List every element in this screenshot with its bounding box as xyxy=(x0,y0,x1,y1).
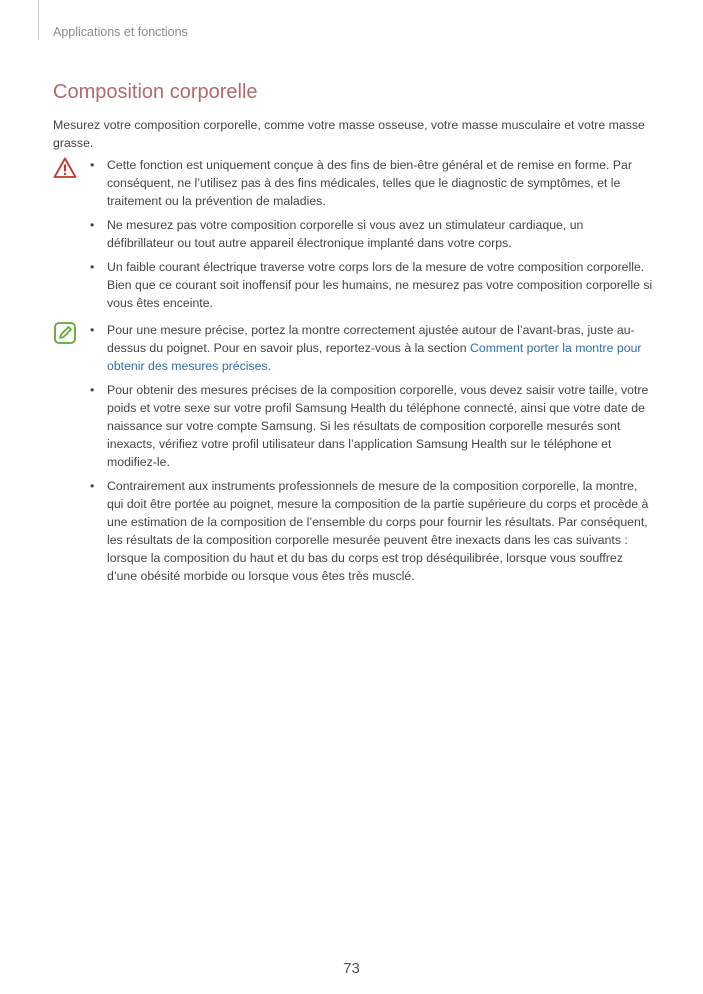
notes-block xyxy=(53,321,653,591)
intro-paragraph: Mesurez votre composition corporelle, comme votre masse osseuse, votre masse musculaire et votre masse grasse. xyxy=(53,118,645,150)
note-item: • Contrairement aux instruments professionnels de mesure de la composition corporelle, la montre, qui doit être portée au poignet, mesure la composition de la partie supérieure du corps et procède à une estimation de la composition de l’ensemble du corps pour fournir les résultats. Par conséquent, les résultats de la composition corporelle mesurée peuvent être inexacts dans les cas suivants : lorsque la composition du haut et du bas du corps est trop déséquilibrée, lorsque vous souffrez d’une obésité morbide ou lorsque vous êtes très musclé. xyxy=(107,477,653,585)
caution-item: • Cette fonction est uniquement conçue à des fins de bien-être général et de remise en forme. Par conséquent, ne l’utilisez pas à des fins médicales, telles que le diagnostic de symptômes, et le traitement ou la prévention de maladies. xyxy=(107,156,653,210)
section-header: Applications et fonctions xyxy=(53,25,188,39)
caution-block xyxy=(53,156,653,318)
note-item xyxy=(107,321,653,375)
page-number: 73 xyxy=(343,960,360,977)
note-item: • Pour obtenir des mesures précises de la composition corporelle, vous devez saisir votre taille, votre poids et votre sexe sur votre profil Samsung Health du téléphone connecté, ainsi que votre date de naissance sur votre compte Samsung. Si les résultats de composition corporelle mesurés sont inexacts, vérifiez votre profil utilisateur dans l’application Samsung Health sur le téléphone et modifiez-le. xyxy=(107,381,653,471)
header-rule xyxy=(38,0,39,40)
note-item-text: Pour une mesure précise, portez la montre correctement ajustée autour de l’avant-bras, juste au-dessus du poignet. Pour en savoir plus, reportez-vous à la section xyxy=(107,323,635,355)
warning-triangle-icon xyxy=(53,156,77,180)
note-item-text: . xyxy=(267,359,272,373)
section-link[interactable]: Comment porter la montre pour obtenir des mesures précises xyxy=(107,341,642,373)
note-pencil-icon xyxy=(53,321,77,345)
page-title: Composition corporelle xyxy=(53,81,258,103)
caution-item: • Ne mesurez pas votre composition corporelle si vous avez un stimulateur cardiaque, un défibrillateur ou tout autre appareil électronique implanté dans votre corps. xyxy=(107,216,653,252)
caution-item: • Un faible courant électrique traverse votre corps lors de la mesure de votre composition corporelle. Bien que ce courant soit inoffensif pour les humains, ne mesurez pas votre composition corporelle si vous êtes enceinte. xyxy=(107,258,653,312)
